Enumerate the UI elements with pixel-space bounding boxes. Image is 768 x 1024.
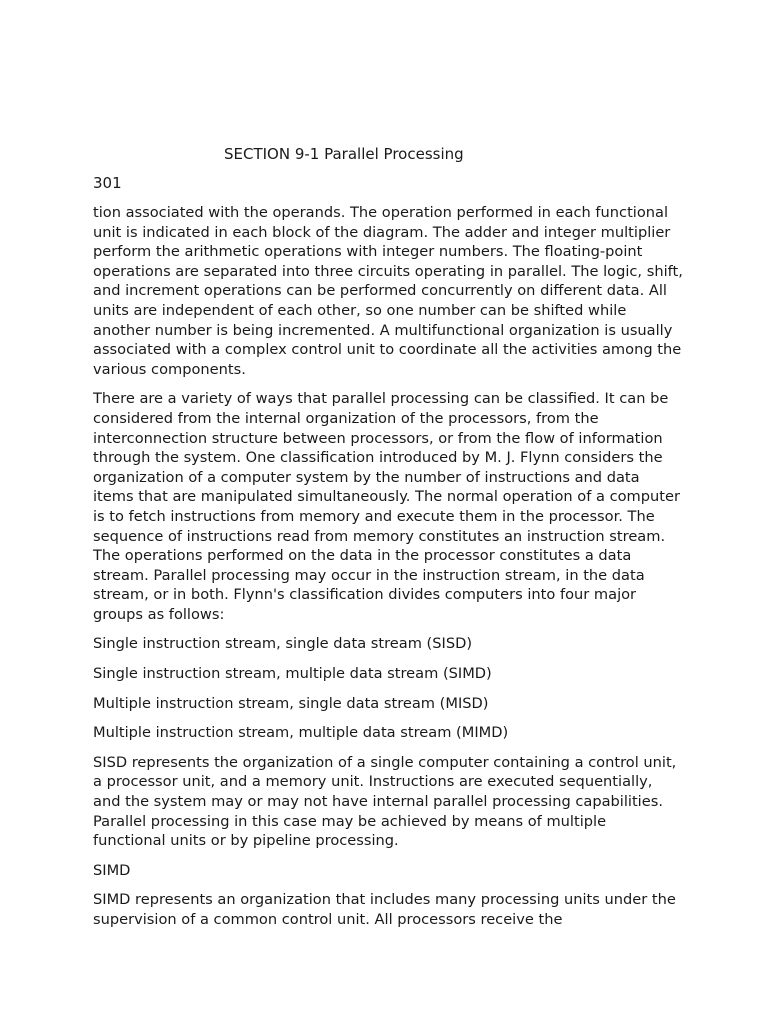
page-number: 301: [93, 174, 122, 192]
section-header: SECTION 9-1 Parallel Processing: [224, 145, 464, 163]
list-item-misd: Multiple instruction stream, single data stream (MISD): [93, 694, 489, 712]
list-item-simd: Single instruction stream, multiple data stream (SIMD): [93, 665, 492, 683]
paragraph-functional-units: tion associated with the operands. The operation performed in each functional unit is indicated in each block of the diagram. The adder and integer multiplier perform the arithmetic operations with integer numbers. The floating-point operations are separated into three circuits operating in parallel. The logic, shift, and increment operations can be performed concurrently on different data. All units are independent of each other, so one number can be shifted while another number is being incremented. A multifunctional organization is usually associated with a complex control unit to coordinate all the activities among the various components.: [93, 204, 683, 378]
paragraph-simd: SIMD represents an organization that includes many processing units under the supervision of a common control unit. All processors receive the: [93, 891, 676, 928]
list-item-mimd: Multiple instruction stream, multiple data stream (MIMD): [93, 724, 509, 742]
body-text: [93, 203, 683, 940]
paragraph-sisd: SISD represents the organization of a single computer containing a control unit, a processor unit, and a memory unit. Instructions are executed sequentially, and the system may or may not have internal parallel processing capabilities. Parallel processing in this case may be achieved by means of multiple functional units or by pipeline processing.: [93, 753, 677, 850]
list-item-sisd: Single instruction stream, single data stream (SISD): [93, 635, 473, 653]
paragraph-classification: There are a variety of ways that parallel processing can be classified. It can be considered from the internal organization of the processors, from the interconnection structure between processors, or from the flow of information through the system. One classification introduced by M. J. Flynn considers the organization of a computer system by the number of instructions and data items that are manipulated simultaneously. The normal operation of a computer is to fetch instructions from memory and execute them in the processor. The sequence of instructions read from memory constitutes an instruction stream. The operations performed on the data in the processor constitutes a data stream. Parallel processing may occur in the instruction stream, in the data stream, or in both. Flynn's classification divides computers into four major groups as follows:: [93, 390, 680, 623]
subheading-simd: SIMD: [93, 861, 131, 879]
